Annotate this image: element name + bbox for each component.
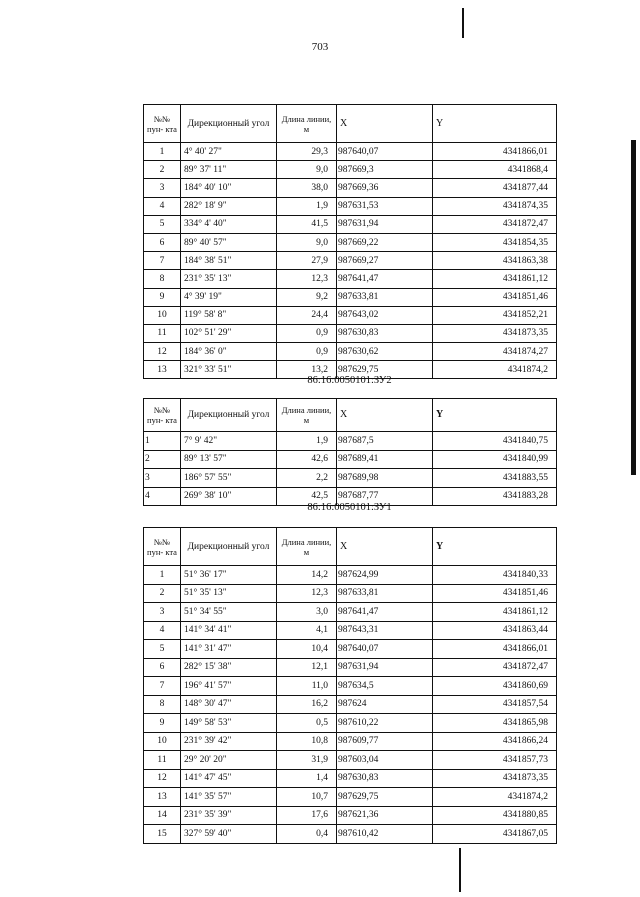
cell-line-length: 0,9 (277, 343, 337, 361)
cell-y: 4341866,24 (433, 732, 557, 751)
cell-y: 4341874,2 (433, 361, 557, 379)
cell-y: 4341874,27 (433, 343, 557, 361)
cell-y: 4341857,73 (433, 751, 557, 770)
table-row (144, 343, 557, 361)
cell-x: 987631,94 (337, 658, 433, 677)
cell-x: 987669,36 (337, 179, 433, 197)
cell-line-length: 10,4 (277, 640, 337, 659)
cell-line-length: 1,9 (277, 432, 337, 451)
cell-line-length: 11,0 (277, 677, 337, 696)
header-line-length: Длина линии, м (277, 528, 337, 566)
cell-direction-angle: 29° 20' 20" (181, 751, 277, 770)
cell-x: 987641,47 (337, 603, 433, 622)
cell-y: 4341863,38 (433, 252, 557, 270)
cell-line-length: 14,2 (277, 566, 337, 585)
cell-x: 987640,07 (337, 143, 433, 161)
cell-y: 4341874,35 (433, 197, 557, 215)
scan-mark-top (462, 8, 464, 38)
cell-x: 987610,42 (337, 825, 433, 844)
cell-point-number: 1 (144, 432, 181, 451)
cell-y: 4341867,05 (433, 825, 557, 844)
cell-y: 4341873,35 (433, 769, 557, 788)
table-header-row (144, 105, 557, 143)
cell-line-length: 16,2 (277, 695, 337, 714)
cell-y: 4341854,35 (433, 233, 557, 251)
cell-direction-angle: 282° 15' 38" (181, 658, 277, 677)
cell-y: 4341874,2 (433, 788, 557, 807)
cell-line-length: 4,1 (277, 621, 337, 640)
cell-direction-angle: 269° 38' 10" (181, 487, 277, 506)
cell-direction-angle: 7° 9' 42" (181, 432, 277, 451)
cell-point-number: 5 (144, 215, 181, 233)
cell-line-length: 12,3 (277, 270, 337, 288)
cell-point-number: 11 (144, 324, 181, 342)
cell-line-length: 2,2 (277, 469, 337, 488)
cell-y: 4341872,47 (433, 215, 557, 233)
cell-x: 987689,98 (337, 469, 433, 488)
cell-line-length: 1,9 (277, 197, 337, 215)
cell-y: 4341868,4 (433, 161, 557, 179)
cell-point-number: 15 (144, 825, 181, 844)
table-row (144, 306, 557, 324)
cell-x: 987641,47 (337, 270, 433, 288)
cell-line-length: 24,4 (277, 306, 337, 324)
cell-point-number: 13 (144, 788, 181, 807)
cell-x: 987610,22 (337, 714, 433, 733)
table-row (144, 751, 557, 770)
cell-direction-angle: 282° 18' 9" (181, 197, 277, 215)
table-row (144, 658, 557, 677)
table-row (144, 621, 557, 640)
header-y: Y (433, 105, 557, 143)
table-row (144, 603, 557, 622)
cell-x: 987630,62 (337, 343, 433, 361)
cell-point-number: 4 (144, 621, 181, 640)
cell-y: 4341872,47 (433, 658, 557, 677)
cell-direction-angle: 119° 58' 8" (181, 306, 277, 324)
cell-point-number: 11 (144, 751, 181, 770)
cell-y: 4341840,99 (433, 450, 557, 469)
header-line-length: Длина линии, м (277, 105, 337, 143)
cell-y: 4341865,98 (433, 714, 557, 733)
table-row (144, 806, 557, 825)
table-row (144, 732, 557, 751)
cell-line-length: 0,5 (277, 714, 337, 733)
cell-x: 987609,77 (337, 732, 433, 751)
cell-y: 4341851,46 (433, 584, 557, 603)
caption-zu1: 86:16:0050101:ЗУ1 (307, 502, 392, 513)
cell-line-length: 17,6 (277, 806, 337, 825)
cell-point-number: 3 (144, 469, 181, 488)
table-row (144, 143, 557, 161)
cell-line-length: 29,3 (277, 143, 337, 161)
header-point-number: №№ пун- кта (144, 399, 181, 432)
coordinates-table-3 (143, 527, 557, 844)
cell-point-number: 9 (144, 714, 181, 733)
header-y: Y (433, 528, 557, 566)
cell-x: 987643,31 (337, 621, 433, 640)
cell-line-length: 9,0 (277, 161, 337, 179)
cell-y: 4341840,33 (433, 566, 557, 585)
cell-point-number: 2 (144, 450, 181, 469)
header-direction-angle: Дирекционный угол (181, 399, 277, 432)
cell-direction-angle: 89° 37' 11" (181, 161, 277, 179)
cell-point-number: 3 (144, 603, 181, 622)
cell-point-number: 8 (144, 270, 181, 288)
header-point-number: №№ пун- кта (144, 528, 181, 566)
coordinates-table-1 (143, 104, 557, 379)
caption-zu2: 86:16:0050101:ЗУ2 (307, 375, 392, 386)
cell-x: 987633,81 (337, 584, 433, 603)
cell-y: 4341883,55 (433, 469, 557, 488)
table-header-row (144, 528, 557, 566)
cell-point-number: 5 (144, 640, 181, 659)
cell-point-number: 9 (144, 288, 181, 306)
cell-direction-angle: 231° 35' 13" (181, 270, 277, 288)
cell-y: 4341857,54 (433, 695, 557, 714)
cell-direction-angle: 141° 35' 57" (181, 788, 277, 807)
cell-x: 987669,3 (337, 161, 433, 179)
cell-direction-angle: 4° 40' 27" (181, 143, 277, 161)
cell-x: 987633,81 (337, 288, 433, 306)
cell-direction-angle: 327° 59' 40" (181, 825, 277, 844)
table-row (144, 788, 557, 807)
table-row (144, 825, 557, 844)
cell-line-length: 9,0 (277, 233, 337, 251)
cell-y: 4341851,46 (433, 288, 557, 306)
table-row (144, 584, 557, 603)
cell-y: 4341860,69 (433, 677, 557, 696)
cell-x: 987624,99 (337, 566, 433, 585)
cell-point-number: 4 (144, 487, 181, 506)
cell-x: 987629,75 (337, 361, 433, 379)
cell-y: 4341883,28 (433, 487, 557, 506)
cell-y: 4341873,35 (433, 324, 557, 342)
cell-point-number: 10 (144, 306, 181, 324)
cell-direction-angle: 184° 40' 10" (181, 179, 277, 197)
cell-y: 4341880,85 (433, 806, 557, 825)
cell-x: 987621,36 (337, 806, 433, 825)
cell-point-number: 13 (144, 361, 181, 379)
cell-line-length: 27,9 (277, 252, 337, 270)
table-row (144, 469, 557, 488)
cell-y: 4341863,44 (433, 621, 557, 640)
header-x: X (337, 528, 433, 566)
cell-y: 4341877,44 (433, 179, 557, 197)
cell-point-number: 12 (144, 769, 181, 788)
table-row (144, 566, 557, 585)
cell-point-number: 8 (144, 695, 181, 714)
cell-direction-angle: 148° 30' 47" (181, 695, 277, 714)
table-row (144, 695, 557, 714)
page-number: 703 (311, 41, 329, 53)
cell-direction-angle: 184° 36' 0" (181, 343, 277, 361)
cell-direction-angle: 334° 4' 40" (181, 215, 277, 233)
cell-y: 4341866,01 (433, 640, 557, 659)
header-y: Y (433, 399, 557, 432)
cell-line-length: 13,2 (277, 361, 337, 379)
cell-line-length: 1,4 (277, 769, 337, 788)
cell-direction-angle: 141° 31' 47" (181, 640, 277, 659)
cell-line-length: 0,4 (277, 825, 337, 844)
cell-point-number: 7 (144, 252, 181, 270)
cell-point-number: 2 (144, 584, 181, 603)
cell-line-length: 42,6 (277, 450, 337, 469)
cell-point-number: 12 (144, 343, 181, 361)
scan-mark-bottom (459, 848, 461, 892)
cell-point-number: 7 (144, 677, 181, 696)
cell-x: 987631,53 (337, 197, 433, 215)
cell-point-number: 3 (144, 179, 181, 197)
cell-line-length: 0,9 (277, 324, 337, 342)
table-row (144, 432, 557, 451)
cell-line-length: 10,7 (277, 788, 337, 807)
cell-point-number: 2 (144, 161, 181, 179)
cell-direction-angle: 51° 36' 17" (181, 566, 277, 585)
table-row (144, 769, 557, 788)
coordinates-table-2 (143, 398, 557, 506)
cell-line-length: 38,0 (277, 179, 337, 197)
table-row (144, 640, 557, 659)
table-row (144, 677, 557, 696)
header-x: X (337, 105, 433, 143)
cell-direction-angle: 89° 40' 57" (181, 233, 277, 251)
cell-point-number: 10 (144, 732, 181, 751)
header-line-length: Длина линии, м (277, 399, 337, 432)
cell-point-number: 1 (144, 143, 181, 161)
cell-direction-angle: 51° 34' 55" (181, 603, 277, 622)
cell-direction-angle: 149° 58' 53" (181, 714, 277, 733)
cell-line-length: 10,8 (277, 732, 337, 751)
table-row (144, 714, 557, 733)
table-row (144, 215, 557, 233)
cell-direction-angle: 196° 41' 57" (181, 677, 277, 696)
cell-x: 987687,5 (337, 432, 433, 451)
table-row (144, 161, 557, 179)
cell-direction-angle: 51° 35' 13" (181, 584, 277, 603)
table-row (144, 179, 557, 197)
cell-direction-angle: 321° 33' 51" (181, 361, 277, 379)
cell-x: 987669,27 (337, 252, 433, 270)
cell-point-number: 4 (144, 197, 181, 215)
cell-direction-angle: 184° 38' 51" (181, 252, 277, 270)
table-row (144, 197, 557, 215)
cell-line-length: 42,5 (277, 487, 337, 506)
cell-direction-angle: 231° 39' 42" (181, 732, 277, 751)
cell-direction-angle: 186° 57' 55" (181, 469, 277, 488)
cell-x: 987624 (337, 695, 433, 714)
table-row (144, 252, 557, 270)
cell-x: 987687,77 (337, 487, 433, 506)
cell-line-length: 9,2 (277, 288, 337, 306)
table-row (144, 270, 557, 288)
cell-line-length: 12,3 (277, 584, 337, 603)
cell-y: 4341861,12 (433, 603, 557, 622)
scan-mark-right (631, 140, 636, 475)
cell-line-length: 12,1 (277, 658, 337, 677)
header-direction-angle: Дирекционный угол (181, 528, 277, 566)
cell-line-length: 41,5 (277, 215, 337, 233)
cell-x: 987630,83 (337, 769, 433, 788)
cell-line-length: 31,9 (277, 751, 337, 770)
cell-x: 987640,07 (337, 640, 433, 659)
header-x: X (337, 399, 433, 432)
table-row (144, 288, 557, 306)
cell-x: 987689,41 (337, 450, 433, 469)
cell-y: 4341861,12 (433, 270, 557, 288)
cell-point-number: 6 (144, 233, 181, 251)
cell-x: 987634,5 (337, 677, 433, 696)
cell-x: 987603,04 (337, 751, 433, 770)
cell-point-number: 1 (144, 566, 181, 585)
cell-direction-angle: 231° 35' 39" (181, 806, 277, 825)
cell-direction-angle: 102° 51' 29" (181, 324, 277, 342)
cell-direction-angle: 141° 47' 45" (181, 769, 277, 788)
header-direction-angle: Дирекционный угол (181, 105, 277, 143)
cell-x: 987630,83 (337, 324, 433, 342)
cell-direction-angle: 89° 13' 57" (181, 450, 277, 469)
cell-x: 987631,94 (337, 215, 433, 233)
cell-x: 987643,02 (337, 306, 433, 324)
cell-y: 4341852,21 (433, 306, 557, 324)
cell-point-number: 6 (144, 658, 181, 677)
table-row (144, 450, 557, 469)
cell-point-number: 14 (144, 806, 181, 825)
cell-x: 987629,75 (337, 788, 433, 807)
cell-direction-angle: 141° 34' 41" (181, 621, 277, 640)
cell-y: 4341840,75 (433, 432, 557, 451)
cell-y: 4341866,01 (433, 143, 557, 161)
table-row (144, 324, 557, 342)
cell-direction-angle: 4° 39' 19" (181, 288, 277, 306)
header-point-number: №№ пун- кта (144, 105, 181, 143)
cell-line-length: 3,0 (277, 603, 337, 622)
table-header-row (144, 399, 557, 432)
table-row (144, 233, 557, 251)
cell-x: 987669,22 (337, 233, 433, 251)
